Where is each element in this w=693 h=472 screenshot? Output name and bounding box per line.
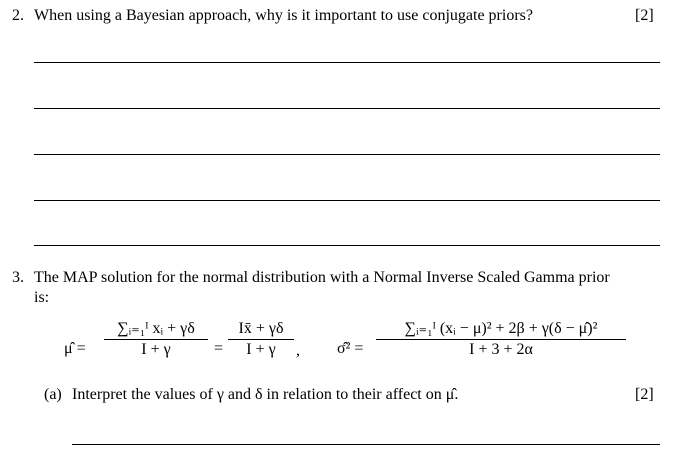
answer-line-1[interactable] (34, 62, 660, 63)
question-2-marks: [2] (635, 7, 654, 24)
mu-hat-fraction-1 (104, 320, 208, 359)
question-3-text-line-2: is: (34, 289, 50, 306)
answer-line-2[interactable] (34, 108, 660, 109)
sigma-hat-numerator: ∑ᵢ₌₁ᴵ (xᵢ − μ)² + 2β + γ(δ − μ̂)² (404, 320, 598, 337)
fraction-bar (228, 339, 294, 340)
mu-hat-fraction-2-numerator: Ix̄ + γδ (238, 320, 284, 337)
question-2-text: When using a Bayesian approach, why is it important to use conjugate priors? (34, 7, 533, 24)
mu-hat-fraction-2-denominator: I + γ (246, 341, 276, 358)
fraction-bar (376, 339, 626, 340)
part-a-text: Interpret the values of γ and δ in relation to their affect on μ̂. (72, 386, 459, 403)
mu-hat-comma: , (296, 342, 300, 359)
part-a-label: (a) (44, 386, 62, 403)
mu-hat-fraction-1-numerator: ∑ᵢ₌₁ᴵ xᵢ + γδ (117, 320, 195, 337)
question-2-number: 2. (12, 7, 24, 24)
answer-line-5[interactable] (34, 245, 660, 246)
sigma-hat-lhs: σ̂² = (337, 340, 364, 357)
answer-line-part-a[interactable] (72, 444, 660, 445)
mu-hat-lhs: μ̂ = (64, 340, 86, 357)
mu-hat-fraction-2 (228, 320, 294, 359)
answer-line-4[interactable] (34, 200, 660, 201)
answer-line-3[interactable] (34, 154, 660, 155)
sigma-hat-fraction (376, 320, 626, 359)
question-3-number: 3. (12, 269, 24, 286)
fraction-bar (104, 339, 208, 340)
question-3-text-line-1: The MAP solution for the normal distribution with a Normal Inverse Scaled Gamma prior (34, 269, 610, 286)
mu-hat-equals: = (214, 340, 224, 357)
mu-hat-fraction-1-denominator: I + γ (141, 341, 171, 358)
sigma-hat-denominator: I + 3 + 2α (469, 341, 533, 358)
part-a-marks: [2] (635, 386, 654, 403)
